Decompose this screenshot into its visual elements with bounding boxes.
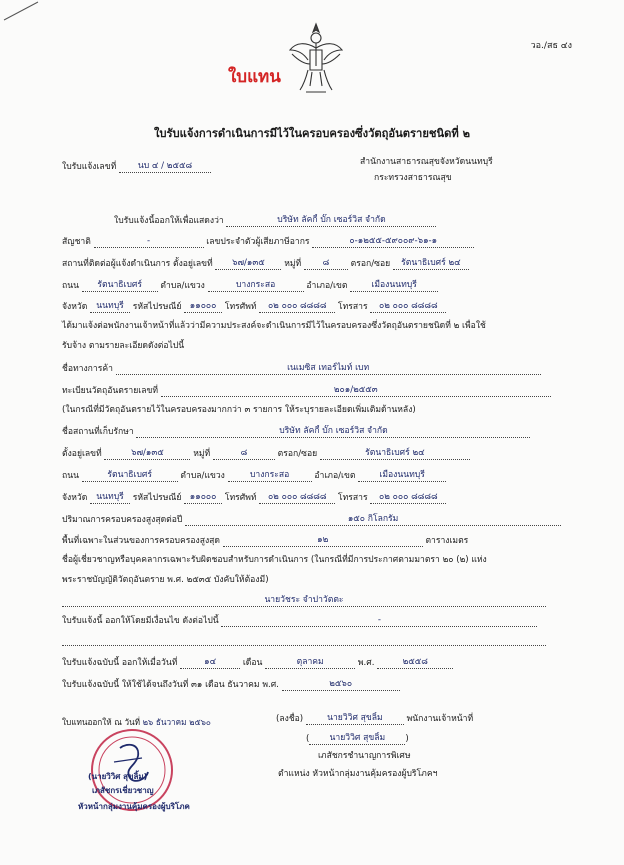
ministry-name: กระทรวงสาธารณสุข	[374, 173, 452, 183]
signature-label: (ลงชื่อ)	[276, 714, 304, 724]
storage-province: นนทบุรี	[90, 491, 130, 504]
storage-fax-label: โทรสาร	[338, 493, 368, 503]
registration-value: ๒๐๑/๒๕๕๓	[161, 384, 551, 397]
area-unit: ตารางเมตร	[425, 536, 469, 546]
contact-phone: ๐๒ ๐๐๐ ๘๘๘๘	[259, 300, 335, 313]
receipt-number-row	[62, 160, 211, 173]
contact-amphoe-label: อำเภอ/เขต	[306, 281, 348, 291]
issued-day: ๑๔	[180, 656, 240, 669]
receipt-number-value: นบ ๔ / ๒๕๕๘	[119, 160, 211, 173]
official-seal	[70, 722, 220, 832]
tax-id-label: เลขประจำตัวผู้เสียภาษีอากร	[206, 237, 310, 247]
replacement-label: ใบแทนออกให้ ณ วันที่	[62, 717, 141, 727]
contact-soi: รัตนาธิเบศร์ ๒๔	[393, 257, 469, 270]
area-row	[62, 534, 468, 547]
storage-name-value: บริษัท ลัคกี้ บั๊ก เซอร์วิส จำกัด	[136, 425, 530, 438]
page-title: ใบรับแจ้งการดำเนินการมีไว้ในครอบครองซึ่งวัตถุอันตรายชนิดที่ ๒	[153, 127, 471, 140]
quantity-label: ปริมาณการครอบครองสูงสุดต่อปี	[62, 515, 183, 525]
tax-id-value: ๐-๑๒๕๕-๕๙๐๐๙-๖๑-๑	[312, 235, 474, 248]
contact-moo: ๘	[304, 257, 348, 270]
issued-month: ตุลาคม	[265, 656, 355, 669]
seal-position: เภสัชกรเชี่ยวชาญ	[92, 786, 154, 795]
nationality-label: สัญชาติ	[62, 237, 91, 247]
contact-soi-label: ตรอก/ซอย	[350, 259, 391, 269]
storage-phone-label: โทรศัพท์	[224, 493, 257, 503]
issued-month-label: เดือน	[242, 658, 263, 668]
storage-address-row	[62, 447, 470, 460]
contact-amphoe: เมืองนนทบุรี	[350, 279, 438, 292]
contact-house-no: ๖๗/๑๓๕	[215, 257, 281, 270]
storage-name-label: ชื่อสถานที่เก็บรักษา	[62, 427, 134, 437]
conditions-label: ใบรับแจ้งนี้ ออกให้โดยมีเงื่อนไข ดังต่อไปนี้	[62, 616, 219, 626]
storage-house-no: ๖๗/๑๓๕	[104, 447, 190, 460]
storage-tambon-label: ตำบล/แขวง	[180, 471, 225, 481]
quantity-value: ๑๕๐ กิโลกรัม	[185, 513, 561, 526]
signer-position: เภสัชกรชำนาญการพิเศษ	[318, 751, 411, 761]
storage-postcode-label: รหัสไปรษณีย์	[132, 493, 182, 503]
contact-postcode: ๑๑๐๐๐	[184, 300, 222, 313]
expert-line-1: ชื่อผู้เชี่ยวชาญหรือบุคคลากรเฉพาะรับผิดชอบสำหรับการดำเนินการ (ในกรณีที่มีการประกาศตามมาตรา ๒๐ (๒) แห่ง	[62, 555, 487, 565]
conditions-row	[62, 614, 537, 627]
storage-address-label: ตั้งอยู่เลขที่	[62, 449, 102, 459]
contact-road-label: ถนน	[62, 281, 79, 291]
valid-until-row	[62, 678, 400, 691]
storage-province-label: จังหวัด	[62, 493, 88, 503]
issued-to-row	[114, 214, 436, 227]
signer-role: พนักงานเจ้าหน้าที่	[406, 714, 474, 724]
issued-date-row	[62, 656, 453, 669]
scan-mark	[2, 0, 42, 22]
storage-phone: ๐๒ ๐๐๐ ๘๘๘๘	[259, 491, 335, 504]
contact-road: รัตนาธิเบศร์	[82, 279, 158, 292]
conditions-blank-line	[62, 645, 546, 646]
doc-code: วอ./สธ ๔ง	[530, 41, 572, 51]
trade-name-label: ชื่อทางการค้า	[62, 364, 113, 374]
issued-year: ๒๕๕๘	[377, 656, 453, 669]
storage-amphoe-label: อำเภอ/เขต	[314, 471, 356, 481]
contact-province: นนทบุรี	[90, 300, 130, 313]
contact-moo-label: หมู่ที่	[284, 259, 302, 269]
storage-soi: รัตนาธิเบศร์ ๒๔	[320, 447, 470, 460]
expert-line-2: พระราชบัญญัติวัตถุอันตราย พ.ศ. ๒๕๓๕ บังคับให้ต้องมี)	[62, 575, 269, 585]
contact-address-row	[62, 257, 469, 270]
area-label: พื้นที่เฉพาะในส่วนของการครอบครองสูงสุด	[62, 536, 220, 546]
expert-name-row	[62, 594, 546, 607]
contact-postcode-label: รหัสไปรษณีย์	[132, 302, 182, 312]
contact-road-row	[62, 279, 438, 292]
conditions-blank-row	[62, 634, 546, 646]
issued-date-label: ใบรับแจ้งฉบับนี้ ออกให้เมื่อวันที่	[62, 658, 178, 668]
area-value: ๑๒	[223, 534, 423, 547]
trade-name-value: เนเมซิส เทอร์ไมท์ เบท	[116, 362, 541, 375]
storage-road-row	[62, 469, 446, 482]
contact-tambon-label: ตำบล/แขวง	[160, 281, 205, 291]
issued-to-value: บริษัท ลัคกี้ บั๊ก เซอร์วิส จำกัด	[226, 214, 436, 227]
signer-duty: ตำแหน่ง หัวหน้ากลุ่มงานคุ้มครองผู้บริโภคฯ	[278, 769, 438, 779]
statement-line-2: รับจ้าง ตามรายละเอียดดังต่อไปนี้	[62, 341, 185, 351]
receipt-number-label: ใบรับแจ้งเลขที่	[62, 162, 117, 172]
seal-duty: หัวหน้ากลุ่มงานคุ้มครองผู้บริโภค	[78, 802, 190, 811]
contact-address-label: สถานที่ติดต่อผู้แจ้งดำเนินการ ตั้งอยู่เลขที่	[62, 259, 213, 269]
issued-year-label: พ.ศ.	[357, 658, 375, 668]
expert-name: นายวัชระ จำปาวัตตะ	[62, 594, 546, 607]
quantity-row	[62, 513, 561, 526]
nationality-row	[62, 235, 474, 248]
contact-phone-label: โทรศัพท์	[224, 302, 257, 312]
contact-tambon: บางกระสอ	[208, 279, 304, 292]
signature-row	[276, 712, 473, 725]
replacement-date: ๒๖ ธันวาคม ๒๕๖๐	[142, 717, 211, 727]
storage-fax: ๐๒ ๐๐๐ ๘๘๘๘	[370, 491, 446, 504]
contact-fax: ๐๒ ๐๐๐ ๘๘๘๘	[370, 300, 446, 313]
issued-to-label: ใบรับแจ้งนี้ออกให้เพื่อแสดงว่า	[114, 216, 224, 226]
statement-line-1: ได้มาแจ้งต่อพนักงานเจ้าหน้าที่แล้วว่ามีความประสงค์จะดำเนินการมีไว้ในครอบครองซึ่งวัตถุอันตรายชนิดที่ ๒ เพื่อใช้	[62, 321, 486, 331]
conditions-value: -	[221, 614, 537, 627]
contact-province-row	[62, 300, 446, 313]
storage-moo: ๘	[213, 447, 275, 460]
garuda-emblem-icon	[286, 20, 346, 98]
storage-amphoe: เมืองนนทบุรี	[358, 469, 446, 482]
storage-moo-label: หมู่ที่	[193, 449, 211, 459]
storage-tambon: บางกระสอ	[228, 469, 312, 482]
signer-paren-row: ( นายวิวิศ สุขลิ้ม )	[306, 733, 409, 744]
storage-postcode: ๑๑๐๐๐	[184, 491, 222, 504]
signer-name: นายวิวิศ สุขลิ้ม	[306, 712, 404, 725]
seal-name: (นายวิวิศ สุขลิ้ม)	[88, 772, 148, 781]
signer-paren-name: นายวิวิศ สุขลิ้ม	[309, 732, 405, 745]
storage-soi-label: ตรอก/ซอย	[277, 449, 318, 459]
valid-until-year: ๒๕๖๐	[282, 678, 400, 691]
storage-name-row	[62, 425, 530, 438]
product-note: (ในกรณีที่มีวัตถุอันตรายไว้ในครอบครองมากกว่า ๓ รายการ ให้ระบุรายละเอียดเพิ่มเติมด้านหลัง)	[62, 405, 416, 415]
contact-province-label: จังหวัด	[62, 302, 88, 312]
contact-fax-label: โทรสาร	[338, 302, 368, 312]
storage-province-row	[62, 491, 446, 504]
registration-row	[62, 384, 551, 397]
storage-road-label: ถนน	[62, 471, 79, 481]
valid-until-text: ใบรับแจ้งฉบับนี้ ให้ใช้ได้จนถึงวันที่ ๓๑ เดือน ธันวาคม พ.ศ.	[62, 680, 279, 690]
registration-label: ทะเบียนวัตถุอันตรายเลขที่	[62, 386, 159, 396]
trade-name-row	[62, 362, 541, 375]
nationality-value: -	[94, 235, 204, 248]
replacement-stamp: ใบแทน	[228, 67, 281, 87]
office-name: สำนักงานสาธารณสุขจังหวัดนนทบุรี	[360, 157, 493, 167]
storage-road: รัตนาธิเบศร์	[82, 469, 178, 482]
